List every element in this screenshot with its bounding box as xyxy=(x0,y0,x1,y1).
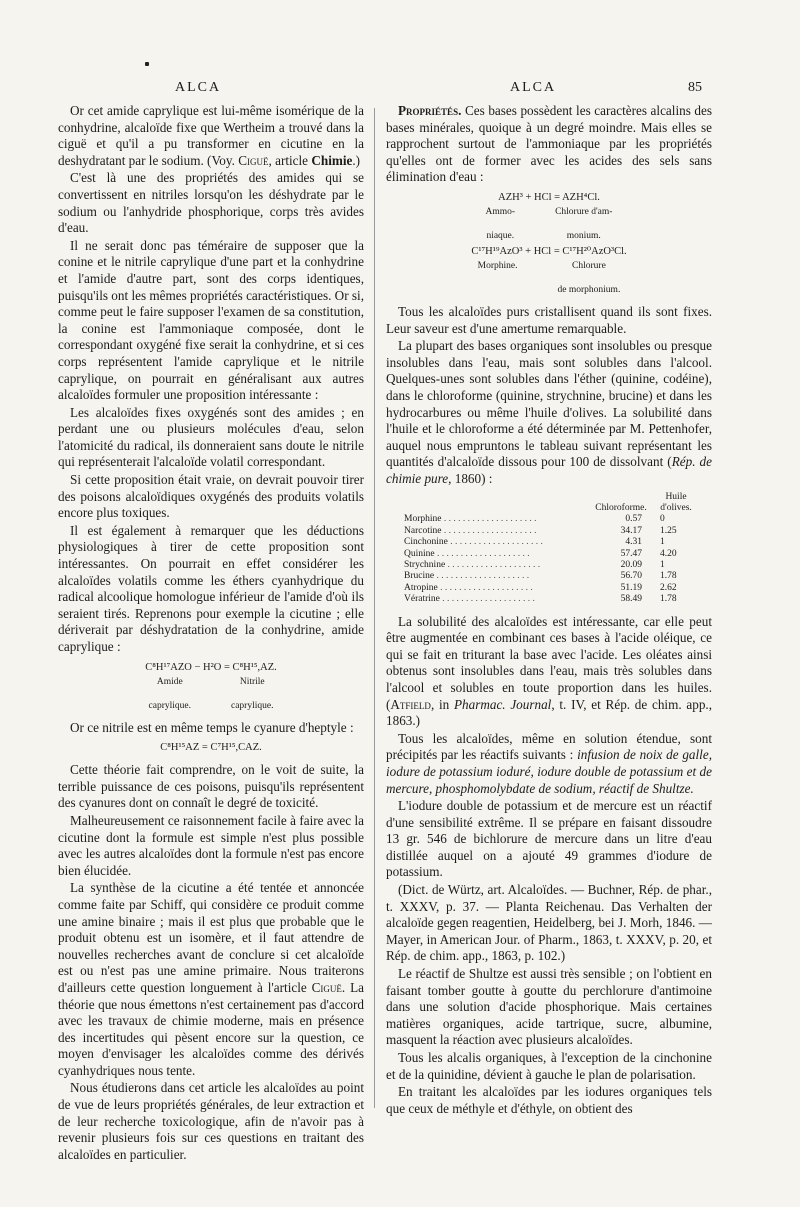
column-header: Huile d'olives. xyxy=(660,491,692,513)
chloroforme-value: 34.17 xyxy=(620,525,642,536)
alkaloid-name: Quinine . . . xyxy=(404,549,590,560)
column-rule xyxy=(374,108,375,1108)
paragraph: Tous les alcaloïdes, même en solution étendue, sont précipités par les réactifs suivants : infusion de noix de galle, iodure de potassium ioduré, iodure double de potassium et de mercure, phosphomolybdate de sodium, réactif de Shultze. xyxy=(386,730,713,796)
solubility-table xyxy=(404,492,700,606)
alkaloid-name: Vératrine . . . xyxy=(404,594,590,605)
chloroforme-value: 51.19 xyxy=(620,582,642,593)
column-header: Chloroforme. xyxy=(595,502,647,513)
table-row xyxy=(404,514,700,525)
huile-value: 1.78 xyxy=(660,594,677,605)
paragraph: Propriétés. Ces bases possèdent les caractères alcalins des bases minérales, quoique à un degré moindre. Mais elles se rapprochent surtout de l'ammoniaque par les propriétés qu'elles ont de former avec les acides des sels sans élimination d'eau : xyxy=(386,103,712,185)
paragraph: C'est là une des propriétés des amides qui se convertissent en nitriles lorsqu'on les déshydrate par le sodium ou l'anhydride phosphorique, corps très avides d'eau. xyxy=(58,170,364,236)
huile-value: 1 xyxy=(660,559,665,570)
chloroforme-value: 57.47 xyxy=(620,548,642,559)
alkaloid-name: Atropine . . . xyxy=(404,583,590,594)
table-row xyxy=(404,594,700,605)
huile-value: 1.25 xyxy=(660,525,677,536)
paragraph: (Dict. de Würtz, art. Alcaloïdes. — Buchner, Rép. de phar., t. XXXV, p. 37. — Planta Reichenau. Das Verhalten der alcaloïde gegen reagentien, Heidelberg, bei J. Morh, 1846. — Mayer, in American Jour. of Pharm., 1863, t. XXXV, p. 20, et Rép. de chim. app., 1863, p. 102.) xyxy=(386,882,712,964)
paragraph: Cette théorie fait comprendre, on le voit de suite, la terrible puissance de ces poisons, puisqu'ils représentent des cyanures dont on connaît le degré de toxicité. xyxy=(58,762,364,811)
paragraph: Nous étudierons dans cet article les alcaloïdes au point de vue de leurs propriétés générales, de leur extraction et de leur recherche toxicologique, afin de n'avoir pas à revenir plusieurs fois sur ces questions en traitant des alcaloïdes en particulier. xyxy=(58,1080,364,1162)
paragraph: Malheureusement ce raisonnement facile à faire avec la cicutine dont la formule est simple n'est plus possible avec les autres alcaloïdes dont la formule n'est pas encore bien élucidée. xyxy=(58,812,364,878)
right-column xyxy=(386,103,712,1118)
paragraph: La solubilité des alcaloïdes est intéressante, car elle peut être augmentée en combinant ces bases à l'acide oléique, ce qui se fait en triturant la base avec l'acide. Les oléates ainsi obtenus sont insolubles dans l'eau, mais très solubles dans l'alcool et solubles en toute proportion dans les huiles. (Atfield, in Pharmac. Journal, t. IV, et Rép. de chim. app., 1863.) xyxy=(386,613,713,729)
huile-value: 1.78 xyxy=(660,571,677,582)
paragraph: Il ne serait donc pas téméraire de supposer que la conine et le nitrile caprylique d'une part et la conhydrine et l'amide d'autre part, sont des corps identiques, puisqu'ils ont les mêmes propriétés caractéristiques. Or si, comme peut le faire supposer l'examen de sa constitution, la conine est l'ammoniaque composée, dont le correspondant oxygéné fixe serait la conhydrine, et si ces corps représentent l'amide caprylique et le nitrile caprylique, on pourrait en généralisant aux autres alcaloïdes formuler une proposition intéressante : xyxy=(58,237,364,403)
table-row xyxy=(404,560,700,571)
paragraph: Tous les alcalis organiques, à l'exception de la cinchonine et de la quinidine, dévient à gauche le plan de polarisation. xyxy=(386,1050,712,1082)
chloroforme-value: 56.70 xyxy=(620,571,642,582)
paragraph: Or cet amide caprylique est lui-même isomérique de la conhydrine, alcaloïde fixe que Wertheim a trouvé dans la ciguë et qu'il a pu transformer en cicutine en la deshydratant par le sodium. (Voy. Ciguë, article Chimie.) xyxy=(58,103,364,168)
paragraph: Or ce nitrile est en même temps le cyanure d'heptyle : xyxy=(70,719,354,735)
chloroforme-value: 0.57 xyxy=(625,514,642,525)
running-head-left: ALCA xyxy=(175,80,222,95)
paragraph: Il est également à remarquer que les déductions physiologiques à tirer de cette proposition sont intéressantes. On pourrait en effet considérer les alcaloïdes volatils comme les éthers cyanhydrique du radical alcoolique homologue inférieur de l'amide d'où ils seraient tirés. Reprenons pour exemple la cicutine ; elle dériverait par déshydratation de la conhydrine, amide caprylique : xyxy=(58,522,364,654)
paragraph: Le réactif de Shultze est aussi très sensible ; on l'obtient en faisant tomber goutte à goutte du perchlorure d'antimoine dans une solution d'acide phosphorique. Mais certaines matières organiques, acide tartrique, sucre, albumine, masquent la réaction avec plusieurs alcaloïdes. xyxy=(386,966,712,1048)
table-row xyxy=(404,583,700,594)
paragraph: Tous les alcaloïdes purs cristallisent quand ils sont fixes. Leur saveur est d'une amertume remarquable. xyxy=(386,303,712,336)
paragraph: Les alcaloïdes fixes oxygénés sont des amides ; en perdant une ou plusieurs molécules d'eau, selon l'atomicité du radical, ils donneraient sans doute le nitrile qui représenterait l'alcaloïde volatil correspondant. xyxy=(58,404,364,470)
table-row xyxy=(404,537,700,548)
huile-value: 2.62 xyxy=(660,582,677,593)
ink-mark xyxy=(145,62,149,66)
formula-ammonium: AZH³ + HCl = AZH⁴Cl. Ammo- niaque. Chlorure d'am- monium. C¹⁷H¹⁹AzO³ + HCl = C¹⁷H²⁰AzO³Cl. Morphine. Chlorure de morphonium. xyxy=(471,191,627,295)
table-row xyxy=(404,549,700,560)
table-row xyxy=(404,526,700,537)
running-head-center: ALCA xyxy=(510,80,557,95)
paragraph: L'iodure double de potassium et de mercure est un réactif d'une sensibilité extrême. Il se prépare en faisant dissoudre 13 gr. 546 de bichlorure de mercure dans un litre d'eau distillée auquel on a ajouté 49 grammes d'iodure de potassium. xyxy=(386,798,712,880)
alkaloid-name: Morphine . . . xyxy=(404,514,590,525)
paragraph: Si cette proposition était vraie, on devrait pouvoir tirer des poisons alcaloïdiques oxygénés des produits volatils encore plus toxiques. xyxy=(58,472,364,521)
alkaloid-name: Strychnine . . . xyxy=(404,560,590,571)
formula-amide: C⁸H¹⁷AZO − H²O = C⁸H¹⁵,AZ. Amide caprylique. Nitrile caprylique. xyxy=(145,661,277,711)
page-number: 85 xyxy=(688,80,702,95)
paragraph: En traitant les alcaloïdes par les iodures organiques tels que ceux de méthyle et d'éthyle, on obtient des xyxy=(386,1084,712,1116)
huile-value: 4.20 xyxy=(660,548,677,559)
chloroforme-value: 4.31 xyxy=(625,537,642,548)
chloroforme-value: 20.09 xyxy=(620,559,642,570)
paragraph: La synthèse de la cicutine a été tentée et annoncée comme faite par Schiff, qui considère ce produit comme une amine binaire ; mais il est plus que probable que le produit obtenu est un isomère, et il faut attendre de nouvelles recherches avant de conclure si cet alcaloïde est ou n'est pas une amine primaire. Nous traiterons d'ailleurs cette question longuement à l'article Ciguë. La théorie que nous émettons n'est certainement pas d'accord avec les travaux de chimie moderne, mais en présence des incertitudes qui pèsent encore sur la question, ce moyen d'envisager les alcaloïdes comme des dérivés cyanhydriques nous tente. xyxy=(58,880,364,1078)
left-column xyxy=(58,103,364,1164)
alkaloid-name: Narcotine . . . xyxy=(404,526,590,537)
huile-value: 1 xyxy=(660,537,665,548)
chloroforme-value: 58.49 xyxy=(620,594,642,605)
huile-value: 0 xyxy=(660,514,665,525)
alkaloid-name: Brucine . . . xyxy=(404,571,590,582)
formula-cyanure: C⁸H¹⁵AZ = C⁷H¹⁵,CAZ. xyxy=(160,742,262,754)
alkaloid-name: Cinchonine . . . xyxy=(404,537,590,548)
paragraph: La plupart des bases organiques sont insolubles ou presque insolubles dans l'eau, mais sont solubles dans l'alcool. Quelques-unes sont solubles dans l'éther (quinine, codéine), dans le chloroforme (quinine, strychnine, brucine) et dans les hydrocarbures ou même l'huile d'olives. La solubilité dans l'huile et le chloroforme a été déterminée par M. Pettenhofer, auquel nous empruntons le tableau suivant représentant les quantités d'alcaloïde dissous pour 100 de dissolvant (Rép. de chimie pure, 1860) : xyxy=(386,338,713,486)
table-row xyxy=(404,571,700,582)
